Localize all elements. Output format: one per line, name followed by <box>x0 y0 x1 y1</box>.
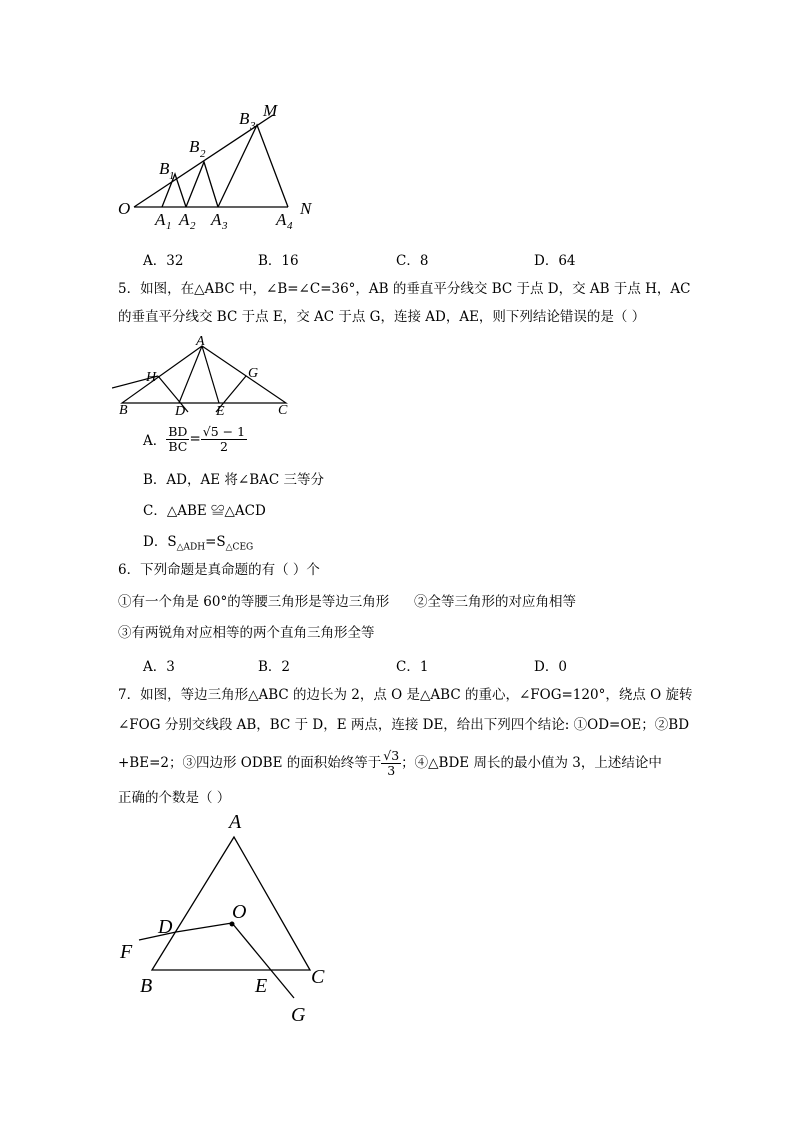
q4-option-d[interactable]: D．64 <box>534 253 576 269</box>
label-g: G <box>291 1004 306 1026</box>
q5-option-d-prefix: D．S <box>143 534 177 550</box>
label-b2: B <box>189 137 200 156</box>
label-a1: A <box>155 210 166 229</box>
q5-option-d-mid: =S <box>205 534 226 550</box>
label-b3: B <box>239 109 250 128</box>
q4-option-c[interactable]: C．8 <box>396 253 429 269</box>
q6-statement-3: ③有两锐角对应相等的两个直角三角形全等 <box>118 625 375 641</box>
triangle-abc <box>152 837 310 970</box>
label-b3-sub: 3 <box>250 120 256 132</box>
frac-den: 3 <box>387 762 396 778</box>
q6-option-d[interactable]: D．0 <box>534 659 567 675</box>
q4-option-a[interactable]: A．32 <box>143 253 184 269</box>
q5-option-d[interactable] <box>143 530 253 553</box>
frac-num: BD <box>168 423 188 439</box>
label-b1-sub: 1 <box>169 170 175 182</box>
label-a4-sub: 4 <box>287 220 293 232</box>
q6-option-c[interactable]: C．1 <box>396 659 429 675</box>
q5-option-b[interactable]: B．AD，AE 将∠BAC 三等分 <box>143 472 324 488</box>
label-d: D <box>158 916 173 938</box>
q5-stem-line1: 5．如图，在△ABC 中，∠B=∠C=36°，AB 的垂直平分线交 BC 于点 D，交 AB 于点 H，AC <box>118 281 691 297</box>
label-g: G <box>248 366 259 381</box>
label-a4: A <box>276 210 287 229</box>
label-a2-sub: 2 <box>190 220 196 232</box>
label-a1-sub: 1 <box>166 220 172 232</box>
label-e: E <box>255 975 268 997</box>
q4-figure <box>110 95 330 235</box>
label-b: B <box>140 975 153 997</box>
label-e: E <box>216 404 225 419</box>
label-m: M <box>263 101 278 120</box>
subscript-adh: △ADH <box>176 542 206 553</box>
q6-option-b[interactable]: B．2 <box>258 659 291 675</box>
q7-stem-line2: ∠FOG 分别交线段 AB，BC 于 D，E 两点，连接 DE，给出下列四个结论: ①OD=OE；②BD <box>118 717 690 733</box>
q7-line3-part-a: +BE=2；③四边形 ODBE 的面积始终等于 <box>118 755 382 771</box>
q6-option-a[interactable]: A．3 <box>143 659 175 675</box>
q6-statement-2: ②全等三角形的对应角相等 <box>414 594 576 610</box>
label-f: F <box>120 941 133 963</box>
q5-option-c[interactable]: C．△ABE ≌△ACD <box>143 503 266 519</box>
q6-stem: 6．下列命题是真命题的有（ ）个 <box>118 562 320 578</box>
label-a: A <box>196 334 205 349</box>
label-b2-sub: 2 <box>200 148 206 160</box>
label-n: N <box>300 199 312 218</box>
label-h: H <box>146 370 157 385</box>
q4-option-b[interactable]: B．16 <box>258 253 299 269</box>
q7-line3-part-b: ；④△BDE 周长的最小值为 3，上述结论中 <box>401 755 662 771</box>
q5-option-a[interactable] <box>143 420 247 458</box>
frac-num: √5 − 1 <box>202 423 246 439</box>
frac-num: √3 <box>383 747 400 763</box>
segment-od <box>176 923 232 932</box>
label-o: O <box>232 901 247 923</box>
q5-option-a-prefix: A． <box>143 433 167 449</box>
q7-stem-line4: 正确的个数是（ ） <box>118 790 231 806</box>
label-a3-sub: 3 <box>222 220 228 232</box>
label-c: C <box>278 403 288 418</box>
q5-option-a-rhs <box>201 425 247 454</box>
label-b: B <box>119 403 128 418</box>
label-a3: A <box>211 210 222 229</box>
q7-figure <box>112 805 342 1030</box>
frac-den: BC <box>168 438 188 454</box>
subscript-ceg: △CEG <box>225 542 254 553</box>
equals: = <box>189 431 201 447</box>
label-b1: B <box>159 159 170 178</box>
q5-stem-line2: 的垂直平分线交 BC 于点 E，交 AC 于点 G，连接 AD，AE，则下列结论错误的是（ ） <box>118 309 646 325</box>
label-o: O <box>118 199 131 218</box>
q5-figure <box>112 333 302 421</box>
label-a2: A <box>179 210 190 229</box>
q7-stem-line1: 7．如图，等边三角形△ABC 的边长为 2，点 O 是△ABC 的重心，∠FOG=120°，绕点 O 旋转 <box>118 687 693 703</box>
label-c: C <box>311 966 325 988</box>
triangle-3 <box>218 125 288 207</box>
label-a: A <box>229 811 242 833</box>
q6-statement-1: ①有一个角是 60°的等腰三角形是等边三角形 <box>118 594 390 610</box>
q7-stem-line3 <box>118 745 662 781</box>
segment-ae <box>202 346 219 403</box>
frac-den: 2 <box>219 438 228 454</box>
q7-area-fraction <box>381 749 401 778</box>
label-d: D <box>175 404 186 419</box>
q5-option-a-lhs <box>166 425 189 454</box>
